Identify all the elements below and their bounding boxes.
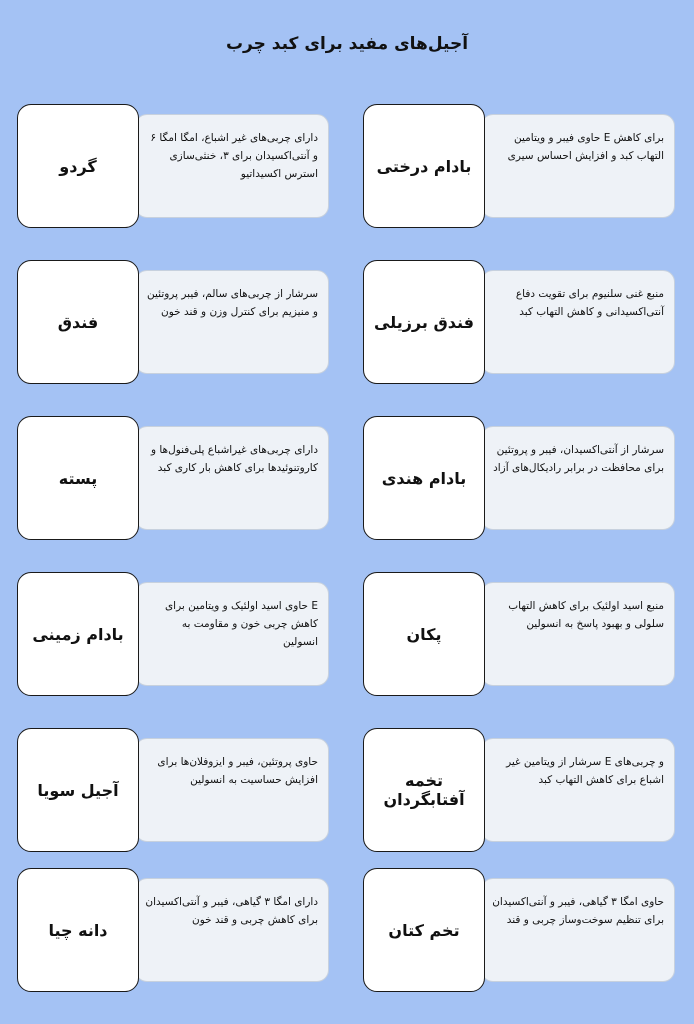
card-name-box (363, 416, 485, 540)
card-description-box (481, 582, 675, 686)
card-description: برای کاهش E حاوی فیبر و ویتامین التهاب کبد و افزایش احساس سیری (507, 132, 664, 162)
card-tokhm-katan (363, 868, 677, 992)
card-fandogh-berezili (363, 260, 677, 384)
card-description-box (135, 114, 329, 218)
page-title: آجیل‌های مفید برای کبد چرب (225, 34, 469, 54)
card-description-box (481, 270, 675, 374)
card-description: دارای امگا ۳ گیاهی، فیبر و آنتی‌اکسیدان برای کاهش چربی و قند خون (145, 896, 318, 926)
card-description: حاوی امگا ۳ گیاهی، فیبر و آنتی‌اکسیدان برای تنظیم سوخت‌وساز چربی و قند (492, 896, 664, 926)
card-badam-derakhti (363, 104, 677, 228)
card-description-box (135, 582, 329, 686)
card-name: پسته (58, 468, 98, 488)
card-name-box (363, 260, 485, 384)
card-description-box (481, 738, 675, 842)
card-name-box (363, 572, 485, 696)
card-fandogh (17, 260, 331, 384)
card-ajil-soya (17, 728, 331, 852)
card-description: E حاوی اسید اولئیک و ویتامین برای کاهش چربی خون و مقاومت به انسولین (164, 600, 318, 648)
card-name-box (17, 104, 139, 228)
card-name: آجیل سویا (37, 780, 119, 800)
card-name-box (363, 868, 485, 992)
card-name-box (17, 572, 139, 696)
card-name-box (17, 260, 139, 384)
card-badam-zamini (17, 572, 331, 696)
card-description: سرشار از چربی‌های سالم، فیبر پروتئین و منیزیم برای کنترل وزن و قند خون (146, 288, 318, 318)
card-peste (17, 416, 331, 540)
card-name: بادام درختی (376, 156, 472, 176)
card-name-box (17, 868, 139, 992)
card-name: بادام هندی (381, 468, 467, 488)
card-description: دارای چربی‌های غیراشباع پلی‌فنول‌ها و کاروتنوئیدها برای کاهش بار کاری کبد (150, 444, 318, 474)
card-description-box (481, 114, 675, 218)
card-name: فندق برزیلی (373, 312, 475, 332)
card-name-box (17, 728, 139, 852)
card-name-box (363, 728, 485, 852)
card-description: منبع اسید اولئیک برای کاهش التهاب سلولی و بهبود پاسخ به انسولین (508, 600, 664, 630)
card-gerdoo (17, 104, 331, 228)
card-dane-chia (17, 868, 331, 992)
card-description: سرشار از آنتی‌اکسیدان، فیبر و پروتئین برای محافظت در برابر رادیکال‌های آزاد (493, 444, 664, 474)
card-name: بادام زمینی (32, 624, 124, 644)
card-pecan (363, 572, 677, 696)
card-description-box (135, 878, 329, 982)
card-name: تخمه آفتابگردان (383, 771, 465, 809)
card-description: دارای چربی‌های غیر اشباع، امگا امگا ۶ و آنتی‌اکسیدان برای ۳، خنثی‌سازی استرس اکسیداتیو (150, 132, 318, 180)
card-description-box (481, 426, 675, 530)
card-badam-hendi (363, 416, 677, 540)
card-name-box (17, 416, 139, 540)
card-description-box (481, 878, 675, 982)
card-name-box (363, 104, 485, 228)
card-description-box (135, 426, 329, 530)
card-description-box (135, 738, 329, 842)
card-name: دانه چیا (48, 920, 108, 940)
card-description-box (135, 270, 329, 374)
card-tokhme-aftabgardan (363, 728, 677, 852)
card-name: تخم کتان (388, 920, 460, 940)
card-description: منبع غنی سلنیوم برای تقویت دفاع آنتی‌اکسیدانی و کاهش التهاب کبد (515, 288, 664, 318)
card-name: پکان (406, 624, 442, 644)
card-description: و چربی‌های E سرشار از ویتامین غیر اشباع برای کاهش التهاب کبد (506, 756, 664, 786)
card-description: حاوی پروتئین، فیبر و ایزوفلان‌ها برای افزایش حساسیت به انسولین (157, 756, 318, 786)
card-name: گردو (59, 156, 97, 176)
card-name: فندق (57, 312, 99, 332)
